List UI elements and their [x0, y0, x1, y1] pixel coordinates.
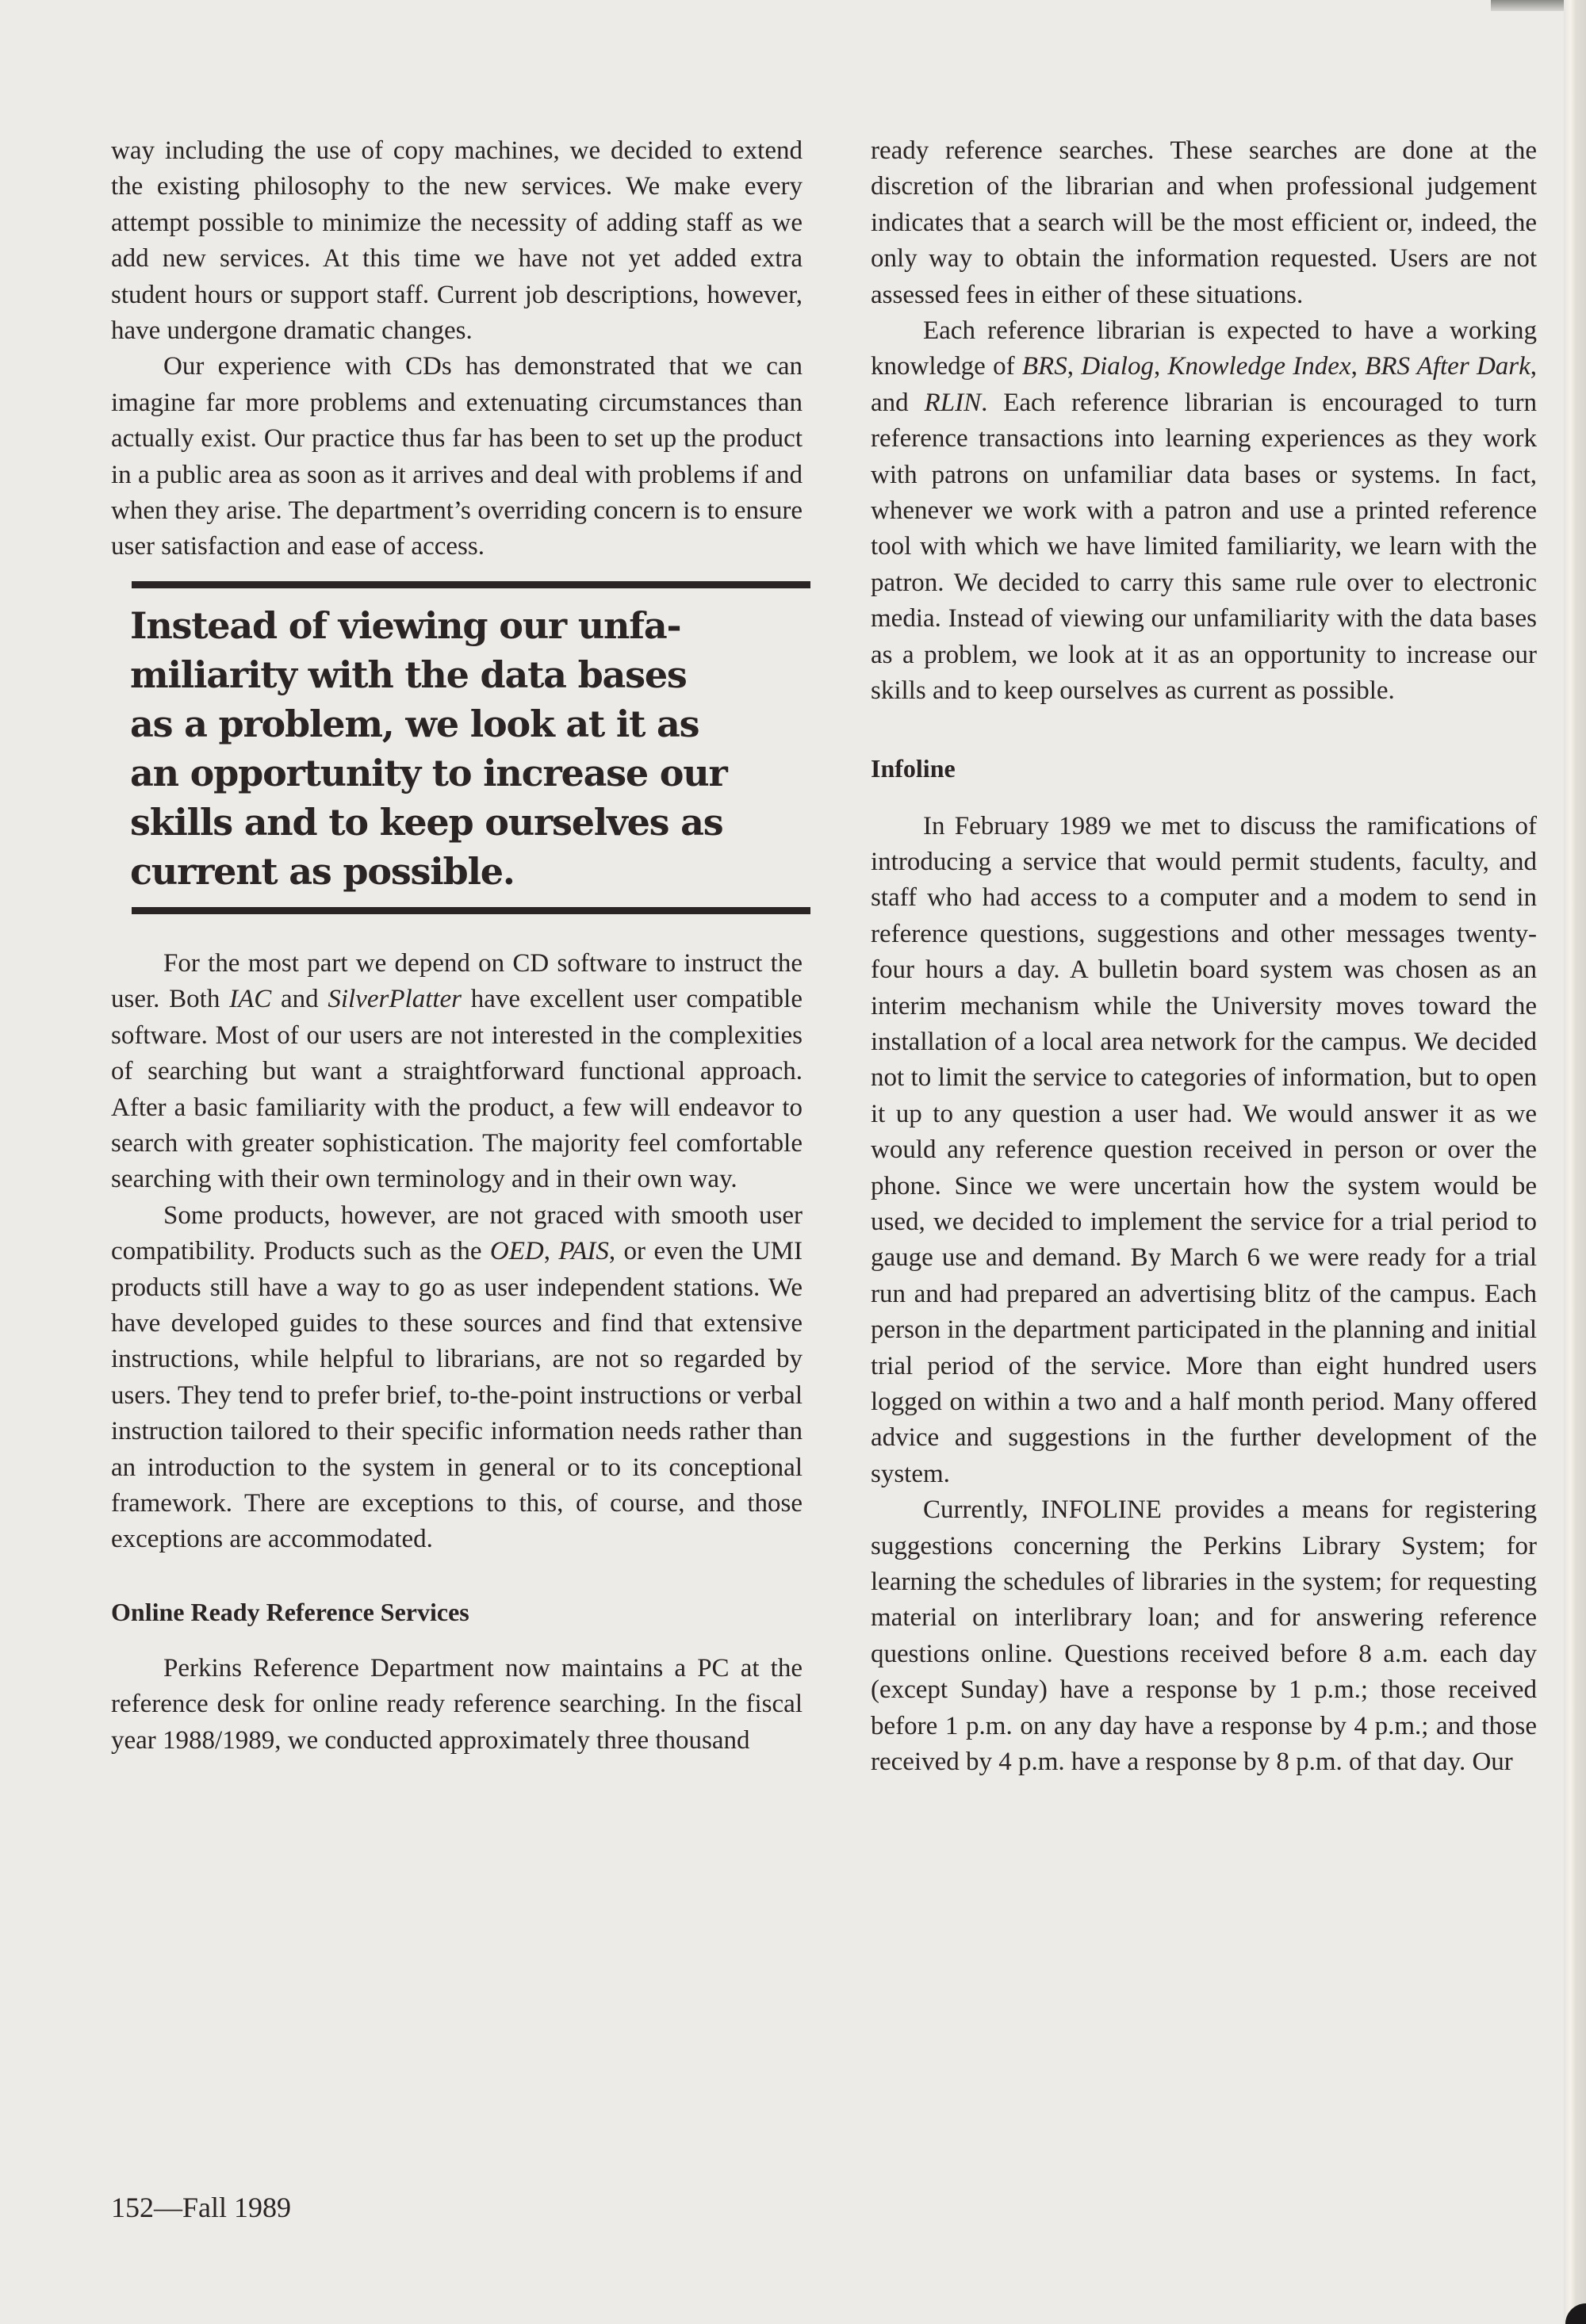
service-name: RLIN — [924, 388, 982, 417]
paragraph: Perkins Reference Department now maintains a PC at the reference desk for online ready reference searching. In the fiscal year 1988/1989, we conducted approximately three thousand — [111, 1653, 803, 1755]
paragraph: ready reference searches. These searches are done at the discretion of the librarian and when professional judgement indicates that a search will be the most efficient or, indeed, the only way to obtain the information requested. Users are not assessed fees in either of these situations. — [871, 136, 1537, 309]
paragraph: way including the use of copy machines, we decided to extend the existing philosophy to the new services. We make every attempt possible to minimize the necessity of adding staff as we add new services. At this time we have not yet added extra student hours or support staff. Current job descriptions, however, have undergone dramatic changes. — [111, 136, 803, 346]
text-run: , or even the UMI products still have a way to go as user independent stations. We have developed guides to these sources and find that extensive instructions, while helpful to librarians, are not so regarded by users. They tend to prefer brief, to-the-point instructions or verbal instruction tailored to their specific information needs rather than an introduction to the system in general or to its conceptional framework. There are exceptions to this, of course, and those exceptions are accommodated. — [111, 1237, 803, 1554]
pull-quote-line: miliarity with the data bases — [130, 653, 687, 696]
text-run: , — [543, 1237, 559, 1266]
paragraph: Our experience with CDs has demonstrated that we can imagine far more problems and extenuating circumstances than actually exist. Our practice thus far has been to set up the product in a public area as soon as it arrives and deal with problems if and when they arise. The department’s overriding concern is to ensure user satisfaction and ease of access. — [111, 352, 803, 561]
text-run: Some products, however, are not graced with smooth user compatibility. Products such as the — [111, 1200, 803, 1266]
left-column — [111, 133, 803, 1759]
product-name: PAIS — [558, 1237, 609, 1266]
pull-quote-line: skills and to keep ourselves as — [130, 800, 723, 844]
text-run: , — [1067, 352, 1082, 381]
paragraph — [111, 1198, 803, 1558]
paragraph: In February 1989 we met to discuss the ramifications of introducing a service that would permit students, faculty, and staff who had access to a computer and a modem to send in reference questions, suggestions and other messages twenty-four hours a day. A bulletin board system was chosen as an interim mechanism while the University moves toward the installation of a local area network for the campus. We decided not to limit the service to categories of information, but to open it up to any question a user had. We would answer it as we would any reference question received in person or over the phone. Since we were uncertain how the system would be used, we decided to implement the service for a trial period to gauge use and demand. By March 6 we were ready for a trial run and had prepared an advertising blitz of the campus. Each person in the department participated in the planning and initial trial period of the service. More than eight hundred users logged on within a two and a half month period. Many offered advice and suggestions in the further development of the system. — [871, 811, 1537, 1488]
pull-quote-line: an opportunity to increase our — [130, 751, 727, 794]
right-column — [871, 133, 1537, 1780]
pull-quote — [111, 581, 803, 914]
paragraph — [871, 313, 1537, 709]
text-run: , — [1350, 352, 1366, 381]
text-run: , and — [871, 352, 1538, 417]
service-name: BRS — [1021, 352, 1067, 381]
text-run: . Each reference librarian is encouraged to turn reference transactions into learning experiences as they work with patrons on unfamiliar data bases or systems. In fact, whenever we work with a patron and use a printed reference tool with which we have limited familiarity, we learn with the patron. We decided to carry this same rule over to electronic media. Instead of viewing our unfamiliarity with the data bases as a problem, we look at it as an opportunity to increase our skills and to keep ourselves as current as possible. — [871, 388, 1537, 706]
pull-quote-text — [130, 601, 812, 896]
section-heading: Online Ready Reference Services — [111, 1597, 469, 1626]
text-run: Each reference librarian is expected to have a working knowledge of — [871, 316, 1537, 381]
service-name: Dialog — [1081, 352, 1154, 381]
paragraph — [111, 946, 803, 1198]
pull-quote-top-rule — [132, 581, 810, 588]
pull-quote-bottom-rule — [132, 907, 810, 914]
service-name: BRS After Dark — [1365, 352, 1530, 381]
text-run: and — [271, 985, 328, 1014]
paragraph: Currently, INFOLINE provides a means for registering suggestions concerning the Perkins Library System; for learning the schedules of libraries in the system; for requesting material on interlibrary loan; and for answering reference questions online. Questions received before 8 a.m. each day (except Sunday) have a response by 1 p.m.; those received before 1 p.m. on any day have a response by 4 p.m.; and those received by 4 p.m. have a response by 8 p.m. of that day. Our — [871, 1495, 1537, 1777]
text-run: have excellent user compatible software. Most of our users are not interested in the complexities of searching but want a straightforward functional approach. After a basic familiarity with the product, a few will endeavor to search with greater sophistication. The majority feel comfortable searching with their own terminology and in their own way. — [111, 985, 803, 1194]
text-run: , — [1153, 352, 1168, 381]
section-heading: Infoline — [871, 753, 956, 783]
product-name: OED — [489, 1237, 544, 1266]
text-run: For the most part we depend on CD software to instruct the user. Both — [111, 948, 803, 1014]
pull-quote-line: as a problem, we look at it as — [130, 702, 699, 745]
product-name: IAC — [229, 985, 272, 1014]
service-name: Knowledge Index — [1167, 352, 1351, 381]
pull-quote-line: Instead of viewing our unfa- — [130, 603, 681, 647]
page-footer-folio: 152—Fall 1989 — [111, 2192, 292, 2223]
product-name: SilverPlatter — [328, 985, 462, 1014]
page-binding-edge — [1564, 0, 1586, 2324]
pull-quote-line: current as possible. — [130, 849, 515, 893]
